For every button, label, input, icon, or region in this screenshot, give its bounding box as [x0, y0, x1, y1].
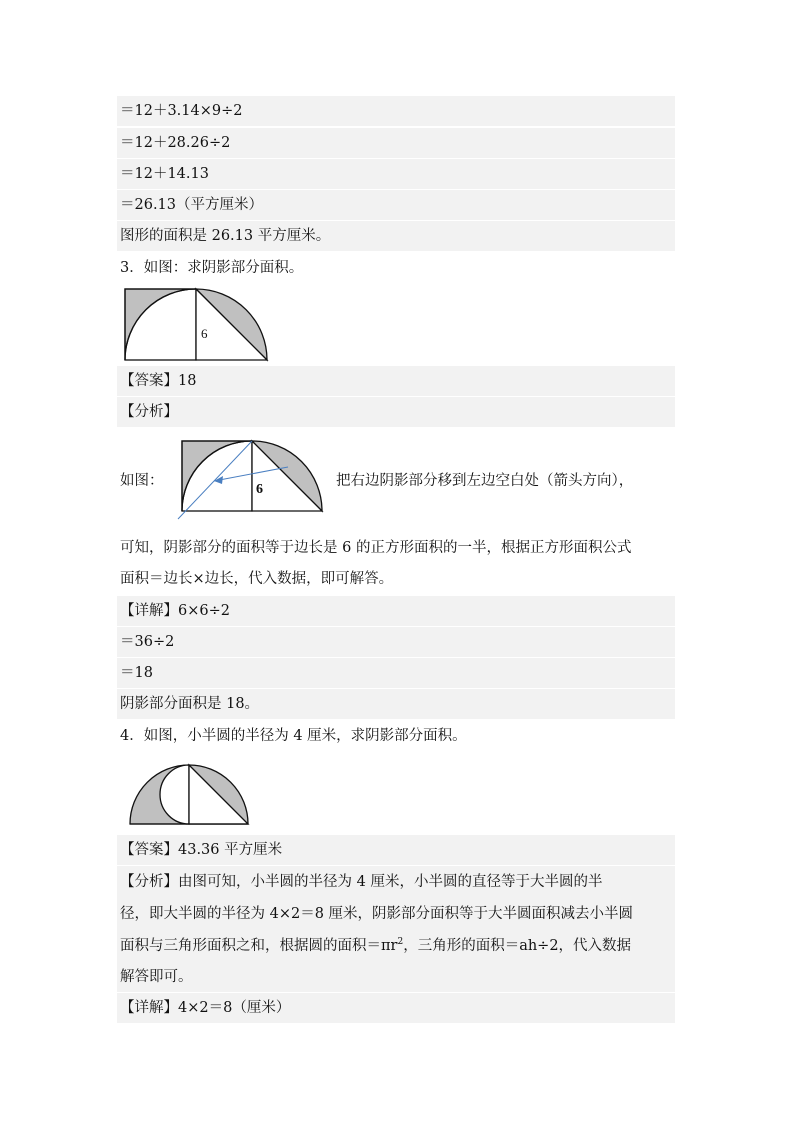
q4-analysis-line-3-post: ，三角形的面积＝ah÷2，代入数据	[403, 938, 632, 954]
q4-answer: 【答案】43.36 平方厘米	[117, 835, 675, 865]
solution-line-2: ＝12＋28.26÷2	[117, 128, 675, 158]
q4-analysis-line-2: 径，即大半圆的半径为 4×2＝8 厘米，阴影部分面积等于大半圆面积减去小半圆	[117, 898, 675, 930]
q3-figure-suffix: 把右边阴影部分移到左边空白处（箭头方向），	[336, 473, 634, 489]
q3-analysis-figure	[170, 433, 335, 525]
q3-detail-1: 【详解】6×6÷2	[117, 596, 675, 626]
q3-analysis-line-2: 面积＝边长×边长，代入数据，即可解答。	[120, 571, 394, 587]
question-4-figure	[126, 763, 252, 827]
q3-analysis-heading: 【分析】	[117, 397, 675, 427]
q4-detail-1: 【详解】4×2＝8（厘米）	[117, 993, 675, 1023]
solution-line-3: ＝12＋14.13	[117, 159, 675, 189]
q3-detail-3: ＝18	[117, 658, 675, 688]
q4-analysis-line-1: 【分析】由图可知，小半圆的半径为 4 厘米，小半圆的直径等于大半圆的半	[117, 866, 675, 898]
q4-analysis-line-4: 解答即可。	[117, 962, 675, 992]
question-3-figure	[121, 285, 271, 363]
q3-analysis-figure-label: 6	[256, 482, 263, 497]
question-4: 4．如图，小半圆的半径为 4 厘米，求阴影部分面积。	[120, 728, 467, 744]
question-3-figure-label: 6	[201, 326, 208, 341]
q3-figure-prefix: 如图：	[120, 473, 164, 489]
solution-line-1: ＝12＋3.14×9÷2	[117, 96, 675, 126]
q4-analysis-line-3-sup: 2	[397, 937, 404, 948]
q3-detail-2: ＝36÷2	[117, 627, 675, 657]
q4-analysis-line-3	[117, 930, 675, 962]
question-3: 3．如图：求阴影部分面积。	[120, 260, 304, 276]
solution-line-4: ＝26.13（平方厘米）	[117, 190, 675, 220]
q3-detail-4: 阴影部分面积是 18。	[117, 689, 675, 719]
q4-analysis-line-3-pre: 面积与三角形面积之和，根据圆的面积＝πr	[120, 938, 398, 954]
q3-answer: 【答案】18	[117, 366, 675, 396]
solution-conclusion: 图形的面积是 26.13 平方厘米。	[117, 221, 675, 251]
q3-analysis-line-1: 可知，阴影部分的面积等于边长是 6 的正方形面积的一半，根据正方形面积公式	[120, 540, 632, 556]
